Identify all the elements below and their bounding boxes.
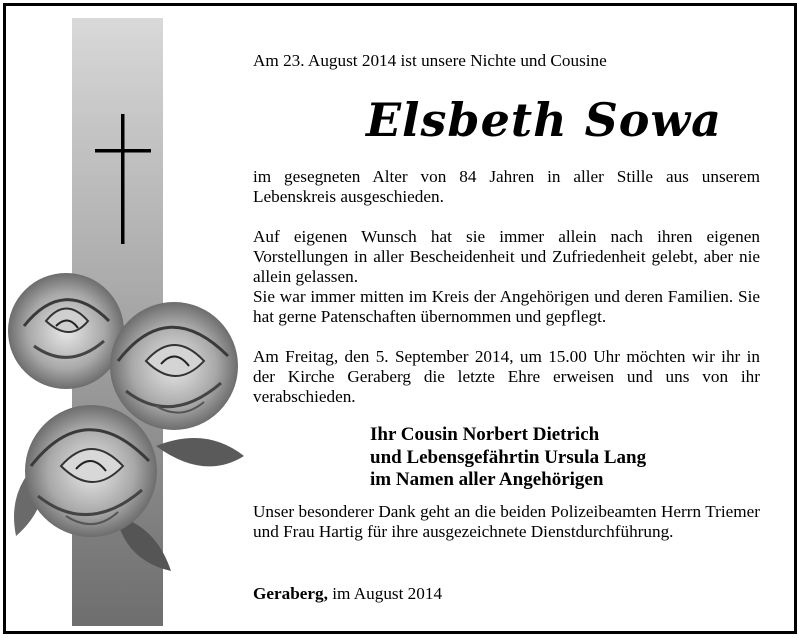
obituary-card	[3, 3, 797, 634]
signature-block	[370, 424, 646, 492]
paragraph-funeral: Am Freitag, den 5. September 2014, um 15.00 Uhr möchten wir ihr in der Kirche Geraberg die letzte Ehre erweisen und uns von ihr verabschieden.	[253, 347, 760, 406]
signature-line: Ihr Cousin Norbert Dietrich	[370, 424, 600, 445]
cross-icon	[95, 114, 151, 244]
place: Geraberg,	[253, 584, 328, 603]
paragraph-life-line1: Auf eigenen Wunsch hat sie immer allein nach ihren eigenen Vorstellungen in aller Bescheidenheit und Zufriedenheit gelebt, aber nie allein gelassen.	[253, 227, 760, 286]
signature-line: und Lebensgefährtin Ursula Lang	[370, 446, 647, 468]
paragraph-life	[253, 227, 760, 327]
paragraph-life-line2: Sie war immer mitten im Kreis der Angehörigen und deren Familien. Sie hat gerne Patenschaften übernommen und gepflegt.	[253, 287, 760, 326]
date: im August 2014	[327, 584, 443, 603]
signature-line: im Namen aller Angehörigen	[370, 469, 604, 490]
roses-image	[6, 266, 246, 576]
paragraph-age: im gesegneten Alter von 84 Jahren in aller Stille aus unserem Lebenskreis ausgeschieden.	[253, 167, 760, 206]
thanks-text: Unser besonderer Dank geht an die beiden Polizeibeamten Herrn Triemer und Frau Hartig für ihre ausgezeichnete Dienstdurchführung.	[253, 502, 760, 541]
place-date	[253, 584, 760, 604]
deceased-name: Elsbeth Sowa	[366, 93, 722, 147]
intro-text: Am 23. August 2014 ist unsere Nichte und Cousine	[253, 51, 607, 70]
